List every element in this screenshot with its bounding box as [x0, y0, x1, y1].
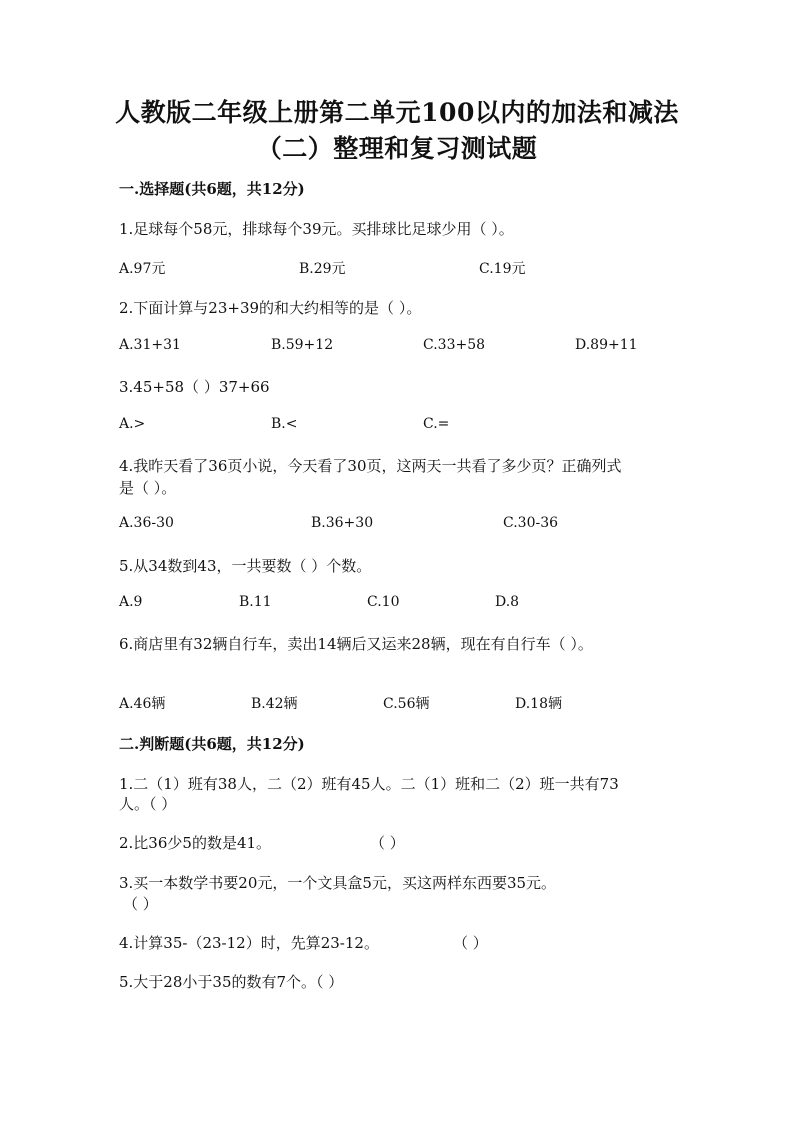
section-heading-true-false: 二.判断题(共6题，共12分)	[119, 735, 305, 753]
option-b: B.59+12	[271, 337, 334, 353]
question-text: 5.从34数到43，一共要数（ ）个数。	[119, 557, 372, 575]
option-b: B.11	[239, 594, 272, 610]
option-c: C.=	[423, 416, 450, 432]
option-b: B.42辆	[251, 696, 298, 712]
option-b: B.29元	[299, 261, 346, 277]
option-b: B.36+30	[311, 515, 374, 531]
question-text: 1.足球每个58元，排球每个39元。买排球比足球少用（ ）。	[119, 220, 514, 238]
question-text: 2.下面计算与23+39的和大约相等的是（ ）。	[119, 299, 422, 317]
question-text: 1.二（1）班有38人，二（2）班有45人。二（1）班和二（2）班一共有73	[119, 775, 619, 793]
option-d: D.89+11	[575, 337, 638, 353]
option-a: A.97元	[119, 261, 166, 277]
option-c: C.10	[367, 594, 400, 610]
option-a: A.9	[119, 594, 143, 610]
option-a: A.>	[119, 416, 146, 432]
option-c: C.19元	[479, 261, 526, 277]
option-c: C.30-36	[503, 515, 559, 531]
question-text-continued: （ ）	[123, 895, 158, 913]
answer-paren: （ ）	[370, 834, 405, 852]
option-a: A.31+31	[119, 337, 181, 353]
section-heading-choice: 一.选择题(共6题，共12分)	[119, 180, 305, 198]
question-text-continued: 人。（ ）	[119, 795, 177, 813]
question-text: 3.买一本数学书要20元，一个文具盒5元，买这两样东西要35元。	[119, 874, 557, 892]
question-text: 4.计算35-（23-12）时，先算23-12。	[119, 934, 379, 952]
question-text-continued: 是（ ）。	[119, 479, 177, 497]
option-d: D.8	[495, 594, 520, 610]
worksheet-title-line-2: （二）整理和复习测试题	[256, 134, 538, 163]
question-text: 6.商店里有32辆自行车，卖出14辆后又运来28辆，现在有自行车（ ）。	[119, 635, 593, 653]
answer-paren: （ ）	[453, 934, 488, 952]
option-c: C.33+58	[423, 337, 486, 353]
question-text: 2.比36少5的数是41。	[119, 834, 272, 852]
option-a: A.36-30	[119, 515, 174, 531]
worksheet-title-line-1: 人教版二年级上册第二单元100以内的加法和减法	[115, 98, 679, 127]
question-text: 4.我昨天看了36页小说，今天看了30页，这两天一共看了多少页？正确列式	[119, 457, 622, 475]
option-b: B.<	[271, 416, 298, 432]
question-text: 5.大于28小于35的数有7个。（ ）	[119, 973, 344, 991]
option-c: C.56辆	[383, 696, 430, 712]
question-text: 3.45+58（ ）37+66	[119, 378, 270, 396]
option-d: D.18辆	[515, 696, 562, 712]
option-a: A.46辆	[119, 696, 166, 712]
